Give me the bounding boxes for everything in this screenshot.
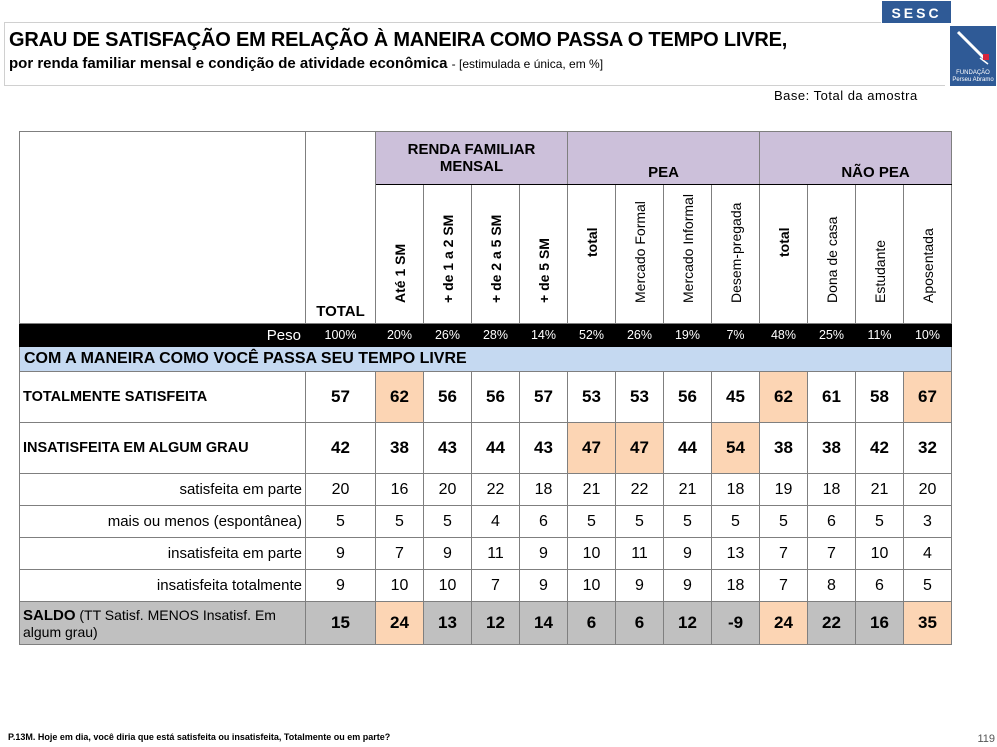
pen-icon xyxy=(950,26,996,70)
peso-value: 100% xyxy=(306,324,376,347)
table-row xyxy=(20,538,952,570)
peso-value: 19% xyxy=(664,324,712,347)
corner-cell xyxy=(20,132,306,324)
saldo-label xyxy=(20,602,306,645)
saldo-value: 12 xyxy=(472,602,520,645)
table-cell: 38 xyxy=(808,423,856,474)
table-cell: 9 xyxy=(306,538,376,570)
table-cell: 8 xyxy=(808,570,856,602)
table-cell: 57 xyxy=(306,372,376,423)
col-header: Aposentada xyxy=(904,185,952,324)
peso-value: 26% xyxy=(424,324,472,347)
saldo-value: 35 xyxy=(904,602,952,645)
table-cell: 18 xyxy=(520,474,568,506)
table-cell: 6 xyxy=(520,506,568,538)
table-cell: 10 xyxy=(856,538,904,570)
group-renda: RENDA FAMILIAR MENSAL xyxy=(376,132,568,185)
sesc-logo: SESC xyxy=(881,0,952,24)
col-header: total xyxy=(568,185,616,324)
perseu-abramo-logo xyxy=(950,26,996,86)
table-cell: 42 xyxy=(306,423,376,474)
saldo-value: 15 xyxy=(306,602,376,645)
col-header: Desem-pregada xyxy=(712,185,760,324)
table-cell: 19 xyxy=(760,474,808,506)
row-label: INSATISFEITA EM ALGUM GRAU xyxy=(20,423,306,474)
peso-value: 7% xyxy=(712,324,760,347)
table-cell: 62 xyxy=(760,372,808,423)
table-cell: 5 xyxy=(856,506,904,538)
col-header: Dona de casa xyxy=(808,185,856,324)
row-label: satisfeita em parte xyxy=(20,474,306,506)
peso-value: 11% xyxy=(856,324,904,347)
table-cell: 4 xyxy=(904,538,952,570)
table-cell: 44 xyxy=(664,423,712,474)
table-cell: 53 xyxy=(568,372,616,423)
logo-caption: FUNDAÇÃO Perseu Abramo xyxy=(952,70,994,83)
table-cell: 21 xyxy=(568,474,616,506)
table-cell: 9 xyxy=(616,570,664,602)
table-cell: 7 xyxy=(376,538,424,570)
table-cell: 6 xyxy=(856,570,904,602)
table-cell: 5 xyxy=(616,506,664,538)
table-cell: 5 xyxy=(904,570,952,602)
col-header: total xyxy=(760,185,808,324)
col-header: + de 5 SM xyxy=(520,185,568,324)
table-cell: 9 xyxy=(664,570,712,602)
group-nao-pea: NÃO PEA xyxy=(760,132,952,185)
table-cell: 5 xyxy=(376,506,424,538)
saldo-value: 16 xyxy=(856,602,904,645)
col-header: + de 1 a 2 SM xyxy=(424,185,472,324)
table-cell: 47 xyxy=(568,423,616,474)
table-cell: 6 xyxy=(808,506,856,538)
table-cell: 20 xyxy=(306,474,376,506)
table-cell: 7 xyxy=(760,570,808,602)
subtitle-text: por renda familiar mensal e condição de atividade econômica xyxy=(9,55,448,72)
table-cell: 10 xyxy=(568,538,616,570)
section-row xyxy=(20,347,952,372)
group-pea: PEA xyxy=(568,132,760,185)
table-cell: 10 xyxy=(424,570,472,602)
table-cell: 42 xyxy=(856,423,904,474)
section-title: COM A MANEIRA COMO VOCÊ PASSA SEU TEMPO LIVRE xyxy=(20,347,952,372)
table-row xyxy=(20,372,952,423)
peso-value: 48% xyxy=(760,324,808,347)
table-cell: 53 xyxy=(616,372,664,423)
table-cell: 11 xyxy=(472,538,520,570)
table-cell: 7 xyxy=(760,538,808,570)
table-cell: 43 xyxy=(520,423,568,474)
saldo-label-note: (TT Satisf. MENOS Insatisf. Em algum grau) xyxy=(23,606,276,640)
page-number: 119 xyxy=(977,733,995,745)
saldo-value: -9 xyxy=(712,602,760,645)
table-cell: 22 xyxy=(472,474,520,506)
table-cell: 4 xyxy=(472,506,520,538)
table-cell: 5 xyxy=(712,506,760,538)
row-label: mais ou menos (espontânea) xyxy=(20,506,306,538)
group-header-row xyxy=(20,132,952,185)
table-cell: 38 xyxy=(760,423,808,474)
table-cell: 9 xyxy=(520,570,568,602)
saldo-value: 24 xyxy=(376,602,424,645)
col-total-header: TOTAL xyxy=(306,132,376,324)
peso-value: 10% xyxy=(904,324,952,347)
table-cell: 21 xyxy=(856,474,904,506)
col-header: Mercado Formal xyxy=(616,185,664,324)
table-cell: 5 xyxy=(306,506,376,538)
peso-value: 28% xyxy=(472,324,520,347)
table-cell: 56 xyxy=(472,372,520,423)
table-cell: 47 xyxy=(616,423,664,474)
saldo-value: 6 xyxy=(616,602,664,645)
table-cell: 18 xyxy=(712,570,760,602)
table-cell: 54 xyxy=(712,423,760,474)
table-cell: 38 xyxy=(376,423,424,474)
col-header: + de 2 a 5 SM xyxy=(472,185,520,324)
row-label: TOTALMENTE SATISFEITA xyxy=(20,372,306,423)
row-label: insatisfeita totalmente xyxy=(20,570,306,602)
table-cell: 44 xyxy=(472,423,520,474)
page-title: GRAU DE SATISFAÇÃO EM RELAÇÃO À MANEIRA COMO PASSA O TEMPO LIVRE, xyxy=(9,29,788,51)
table-cell: 9 xyxy=(664,538,712,570)
table-cell: 5 xyxy=(760,506,808,538)
col-header: Mercado Informal xyxy=(664,185,712,324)
table-cell: 5 xyxy=(568,506,616,538)
saldo-value: 13 xyxy=(424,602,472,645)
table-cell: 18 xyxy=(712,474,760,506)
peso-value: 14% xyxy=(520,324,568,347)
peso-value: 26% xyxy=(616,324,664,347)
table-cell: 5 xyxy=(424,506,472,538)
table-cell: 61 xyxy=(808,372,856,423)
table-cell: 20 xyxy=(424,474,472,506)
peso-row xyxy=(20,324,952,347)
table-cell: 62 xyxy=(376,372,424,423)
table-cell: 10 xyxy=(376,570,424,602)
saldo-row xyxy=(20,602,952,645)
table-row xyxy=(20,474,952,506)
saldo-value: 6 xyxy=(568,602,616,645)
table-cell: 57 xyxy=(520,372,568,423)
peso-value: 25% xyxy=(808,324,856,347)
table-cell: 32 xyxy=(904,423,952,474)
table-cell: 56 xyxy=(664,372,712,423)
table-row xyxy=(20,570,952,602)
table-cell: 21 xyxy=(664,474,712,506)
page-subtitle xyxy=(9,55,603,72)
row-label: insatisfeita em parte xyxy=(20,538,306,570)
table-cell: 22 xyxy=(616,474,664,506)
col-header: Até 1 SM xyxy=(376,185,424,324)
peso-label: Peso xyxy=(20,324,306,347)
table-cell: 43 xyxy=(424,423,472,474)
table-cell: 16 xyxy=(376,474,424,506)
table-cell: 3 xyxy=(904,506,952,538)
saldo-value: 22 xyxy=(808,602,856,645)
saldo-value: 24 xyxy=(760,602,808,645)
footnote: P.13M. Hoje em dia, você diria que está satisfeita ou insatisfeita, Totalmente ou em parte? xyxy=(8,732,391,742)
table-body xyxy=(20,372,952,645)
table-cell: 56 xyxy=(424,372,472,423)
table-cell: 9 xyxy=(306,570,376,602)
table-row xyxy=(20,423,952,474)
saldo-value: 14 xyxy=(520,602,568,645)
peso-value: 20% xyxy=(376,324,424,347)
data-table xyxy=(19,131,952,645)
table-cell: 45 xyxy=(712,372,760,423)
saldo-value: 12 xyxy=(664,602,712,645)
col-header: Estudante xyxy=(856,185,904,324)
base-note: Base: Total da amostra xyxy=(774,88,918,103)
subtitle-note: - [estimulada e única, em %] xyxy=(451,57,604,71)
table-cell: 9 xyxy=(424,538,472,570)
table-cell: 5 xyxy=(664,506,712,538)
table-cell: 18 xyxy=(808,474,856,506)
table-cell: 7 xyxy=(808,538,856,570)
table-cell: 9 xyxy=(520,538,568,570)
table-cell: 58 xyxy=(856,372,904,423)
table-cell: 20 xyxy=(904,474,952,506)
table-row xyxy=(20,506,952,538)
saldo-label-bold: SALDO xyxy=(23,606,76,624)
table-cell: 7 xyxy=(472,570,520,602)
table-cell: 10 xyxy=(568,570,616,602)
peso-value: 52% xyxy=(568,324,616,347)
table-cell: 13 xyxy=(712,538,760,570)
table-cell: 67 xyxy=(904,372,952,423)
table-cell: 11 xyxy=(616,538,664,570)
